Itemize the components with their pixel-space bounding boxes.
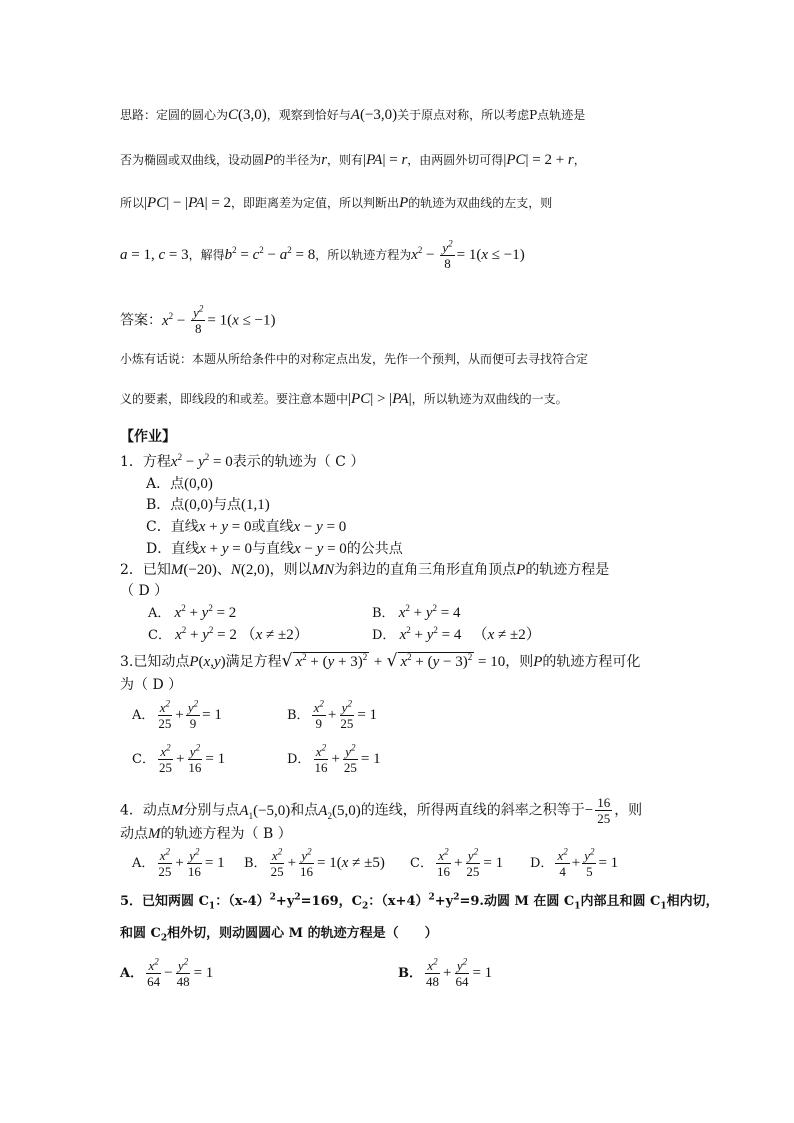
thinking-text: ，由两圆外切可得	[407, 153, 504, 167]
comment-text: 义的要素，即线段的和或差。要注意本题中	[120, 392, 349, 406]
q5-text: +y	[275, 894, 295, 909]
thinking-text: 否为椭圆或双曲线，设动圆	[120, 153, 265, 167]
q5-text: 内部且和圆 C	[580, 894, 661, 909]
option-text: 与点	[213, 497, 242, 513]
thinking-text: ，观察到恰好与	[266, 108, 351, 122]
q3-option-b: B． $\frac{x^2}{9}$ + $\frac{y^2}{25}$ = 1	[287, 698, 378, 731]
q5-text: +y	[434, 894, 454, 909]
option-label: A．	[148, 606, 171, 621]
option-label: A．	[120, 966, 144, 981]
q3-text: 为（	[120, 677, 148, 693]
thinking-text: ，解得	[188, 248, 225, 262]
option-text: 的公共点	[346, 541, 403, 557]
option-label: C．	[132, 752, 155, 767]
option-label: D．	[372, 628, 396, 643]
q3-option-d: D． $\frac{x^2}{16}$ + $\frac{y^2}{25}$ = 1	[287, 742, 381, 775]
answer-line: 答案：$x^2$ − $\frac{y^2}{8}$ = 1(x ≤ −1)	[120, 303, 276, 336]
q4-text: 分别与点	[183, 802, 240, 819]
q4-text: 动点	[120, 826, 148, 842]
question-4-answer-line: 动点M的轨迹方程为（ B ）	[120, 826, 292, 842]
q3-text: 满足方程	[225, 654, 282, 670]
thinking-text: 的轨迹为双曲线的左支，则	[408, 196, 553, 210]
option-text: 或直线	[251, 519, 294, 535]
q5-text: 5．已知两圆 C	[120, 894, 209, 909]
q2-option-b: B． $x^2 + y^2 = 4$	[372, 603, 461, 621]
q4-text: ）	[277, 826, 292, 842]
q4-text: 4．动点	[120, 802, 171, 819]
q4-text: 的轨迹方程为（	[160, 826, 259, 842]
q2-text: 的轨迹方程是	[525, 562, 610, 578]
q4-answer: B	[262, 826, 274, 842]
option-label: A．	[132, 708, 155, 723]
q1-option-d: D．直线x + y = 0与直线x − y = 0的公共点	[146, 541, 403, 557]
q1-text: ）	[350, 454, 365, 470]
option-label: A．	[132, 856, 155, 871]
q3-option-c: C． $\frac{x^2}{25}$ + $\frac{y^2}{16}$ = 1	[132, 742, 226, 775]
thinking-line-4: a = 1, c = 3，解得$b^2 = c^2 - a^2 = 8$，所以轨迹方程为$x^2$ − $\frac{y^2}{8}$ = 1(x ≤ −1)	[120, 238, 525, 271]
thinking-text: 思路：定圆的圆心为	[120, 108, 229, 122]
thinking-text: ，即距离差为定值，所以判断出	[231, 196, 400, 210]
thinking-line-2: 否为椭圆或双曲线，设动圆P的半径为r，则有|PA| = r，由两圆外切可得|PC| = 2 + r，	[120, 152, 586, 168]
q5-option-b: B． $\frac{x^2}{48}$ + $\frac{y^2}{64}$ = 1	[398, 956, 493, 989]
q2-answer: D	[138, 583, 150, 599]
q3-text: 3.已知动点	[120, 654, 190, 670]
q4-option-d: D． $\frac{x^2}{4}$ + $\frac{y^2}{5}$ = 1	[530, 846, 619, 879]
q5-text: ：（x-4）	[215, 894, 270, 909]
comment-text: ，所以轨迹为双曲线的一支。	[411, 392, 568, 406]
q1-option-a: A．点(0,0)	[146, 476, 213, 492]
q1-text: 表示的轨迹为（	[232, 454, 331, 470]
comment-line-1: 小炼有话说：本题从所给条件中的对称定点出发，先作一个预判，从而便可去寻找符合定	[120, 352, 589, 366]
q2-option-c: C． $x^2 + y^2 = 2$ （x ≠ ±2）	[148, 625, 309, 643]
q4-option-c: C． $\frac{x^2}{16}$ + $\frac{y^2}{25}$ = 1	[410, 846, 504, 879]
option-label: D．	[530, 856, 554, 871]
question-2-answer-line	[120, 582, 168, 600]
answer-label: 答案：	[120, 312, 162, 329]
q3-text: ，则	[505, 654, 534, 670]
thinking-text: ，所以轨迹方程为	[315, 248, 412, 262]
q4-option-a: A． $\frac{x^2}{25}$ + $\frac{y^2}{16}$ = 1	[132, 846, 225, 879]
q2-text: （	[120, 583, 134, 599]
thinking-text: 关于原点对称，所以考虑P点轨迹是	[397, 108, 586, 122]
q5-text: 和圆 C	[120, 926, 161, 941]
thinking-text: ，则有	[327, 153, 364, 167]
option-label: A．点	[146, 476, 185, 492]
question-3-answer-line	[120, 676, 182, 694]
q5-text: ：（x+4）	[368, 894, 429, 909]
q3-option-a: A． $\frac{x^2}{25}$ + $\frac{y^2}{9}$ = 1	[132, 698, 222, 731]
q3-text: 的轨迹方程可化	[542, 654, 641, 670]
q1-text: 1．方程	[120, 454, 171, 470]
q2-option-a: A． $x^2 + y^2 = 2$	[148, 603, 237, 621]
option-label: C．直线	[146, 519, 199, 535]
q5-text: =9.动圆 M 在圆 C	[459, 894, 575, 909]
q2-text: 、	[216, 562, 231, 578]
thinking-text: 所以	[120, 196, 145, 210]
q2-option-d: D． $x^2 + y^2 = 4$ （x ≠ ±2）	[372, 625, 541, 643]
comment-line-2: 义的要素，即线段的和或差。要注意本题中|PC| > |PA|，所以轨迹为双曲线的一支。	[120, 391, 568, 407]
question-1-stem: 1．方程$x^2 - y^2 = 0$表示的轨迹为（ C ）	[120, 452, 365, 470]
q5-text: 相外切，则动圆圆心 M 的轨迹方程是（ ）	[167, 926, 438, 941]
thinking-line-3: 所以|PC| − |PA| = 2，即距离差为定值，所以判断出P的轨迹为双曲线的左支，则	[120, 195, 553, 211]
q4-text: ，则	[614, 802, 643, 819]
option-label: B．	[244, 856, 267, 871]
option-label: B．	[372, 606, 395, 621]
question-5-line-2: 和圆 $C_2$相外切，则动圆圆心 M 的轨迹方程是（ ）	[120, 926, 438, 944]
q4-text: 的连线，所得两直线的斜率之积等于	[360, 802, 585, 819]
thinking-line-1: 思路：定圆的圆心为C(3,0)，观察到恰好与A(−3,0)关于原点对称，所以考虑P点轨迹是	[120, 107, 586, 123]
option-label: B．	[398, 966, 422, 981]
q4-text: 和点	[290, 802, 319, 819]
question-5-stem: 5．已知两圆 $C_1$：$(x-4)^2+y^2=169$，$C_2$：$(x+4)^2+y^2=9$.动圆 M 在圆 $C_1$内部且和圆 $C_1$相内切，	[120, 892, 719, 912]
question-4-stem: 4．动点M分别与点$A_1(-5,0)$和点$A_2(5,0)$的连线，所得两直线的斜率之积等于− $\frac{16}{25}$ ，则	[120, 795, 643, 826]
q2-text: ，则以	[269, 562, 312, 578]
q5-option-a: A． $\frac{x^2}{64}$ − $\frac{y^2}{48}$ = 1	[120, 956, 214, 989]
option-label: D．	[287, 752, 311, 767]
thinking-text: 的半径为	[273, 153, 322, 167]
q5-text: 相内切，	[666, 894, 719, 909]
question-3-stem: 3.已知动点P(x,y)满足方程√ $x^2 + (y + 3)^2$ + √ $x^2 + (y - 3)^2 = 10$，则P的轨迹方程可化	[120, 651, 641, 671]
option-label: B．	[287, 708, 310, 723]
q1-answer: C	[335, 454, 346, 470]
option-text: 与直线	[252, 541, 295, 557]
q1-option-b: B．点(0,0)与点(1,1)	[146, 497, 270, 513]
question-2-stem: 2．已知M(−20)、N(2,0)，则以MN为斜边的直角三角形直角顶点P的轨迹方程是	[120, 562, 610, 578]
option-label: C．	[410, 856, 433, 871]
q4-option-b: B． $\frac{x^2}{25}$ + $\frac{y^2}{16}$ = 1(x ≠ ±5)	[244, 846, 385, 879]
option-label: D．直线	[146, 541, 200, 557]
option-label: C．	[148, 628, 171, 643]
q2-text: 为斜边的直角三角形直角顶点	[334, 562, 517, 578]
homework-title: 【作业】	[120, 429, 176, 445]
q1-option-c: C．直线x + y = 0或直线x − y = 0	[146, 519, 347, 535]
q5-text: =169，C	[300, 894, 363, 909]
q2-text: ）	[154, 583, 169, 599]
option-label: B．点	[146, 497, 185, 513]
q3-answer: D	[152, 677, 164, 693]
q2-text: 2．已知	[120, 562, 171, 578]
q3-text: ）	[168, 677, 183, 693]
